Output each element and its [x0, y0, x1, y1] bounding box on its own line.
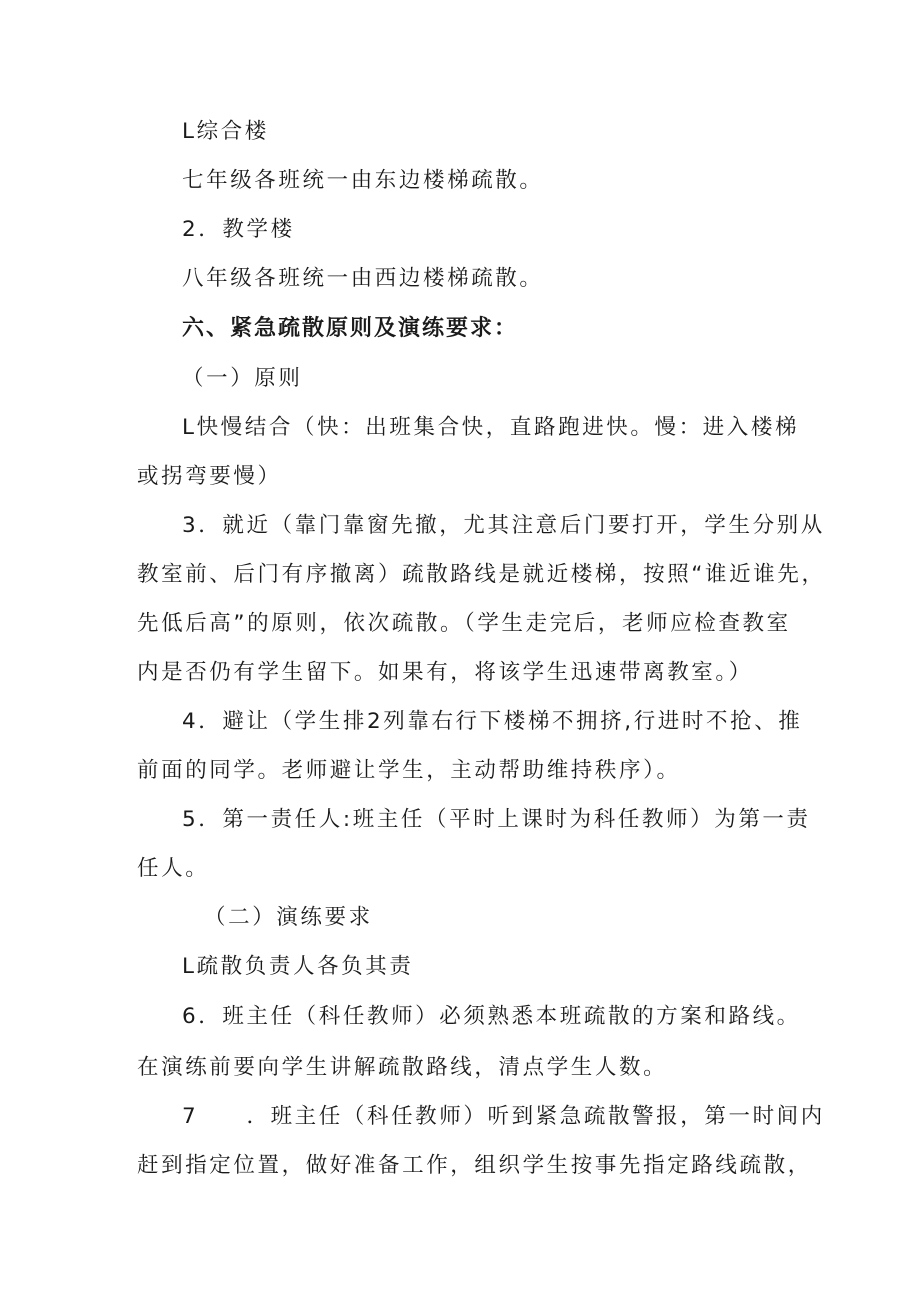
text-line-building-2: 2．教学楼 — [182, 217, 295, 242]
text-line-principle-3b: 教室前、后门有序撤离）疏散路线是就近楼梯，按照“谁近谁先， — [137, 562, 826, 587]
text-line-requirement-6a: 6．班主任（科任教师）必须熟悉本班疏散的方案和路线。 — [182, 1004, 801, 1029]
text-line-principle-1a: L快慢结合（快：出班集合快，直路跑进快。慢：进入楼梯 — [182, 415, 800, 440]
section-heading-six: 六、紧急疏散原则及演练要求： — [182, 316, 519, 341]
text-line-principle-3d: 内是否仍有学生留下。如果有，将该学生迅速带离教室。） — [137, 660, 753, 685]
text-line-requirement-6b: 在演练前要向学生讲解疏散路线，清点学生人数。 — [137, 1055, 668, 1080]
text-line-building-1: L综合楼 — [182, 119, 269, 144]
text-line-principle-5b: 任人。 — [137, 856, 210, 881]
text-line-principle-4a: 4．避让（学生排2列靠右行下楼梯不拥挤,行进时不抢、推 — [182, 709, 803, 734]
text-line-principle-1b: 或拐弯要慢） — [137, 464, 282, 489]
subheading-drill-requirements: （二）演练要求 — [204, 905, 373, 930]
text-line-requirement-7a: 7 ．班主任（科任教师）听到紧急疏散警报，第一时间内 — [182, 1104, 825, 1129]
subheading-principles: （一）原则 — [182, 366, 303, 391]
text-line-requirement-1: L疏散负责人各负其责 — [182, 954, 414, 979]
text-line-principle-5a: 5．第一责任人:班主任（平时上课时为科任教师）为第一责 — [182, 807, 811, 832]
text-line-principle-3c: 先低后高”的原则，依次疏散。（学生走完后，老师应检查教室 — [137, 611, 791, 636]
text-line-principle-4b: 前面的同学。老师避让学生，主动帮助维持秩序）。 — [137, 758, 681, 783]
text-line-requirement-7b: 赶到指定位置，做好准备工作，组织学生按事先指定路线疏散， — [137, 1153, 812, 1178]
text-line-principle-3a: 3．就近（靠门靠窗先撤，尤其注意后门要打开，学生分别从 — [182, 513, 825, 538]
text-line-grade8: 八年级各班统一由西边楼梯疏散。 — [182, 266, 544, 291]
text-line-grade7: 七年级各班统一由东边楼梯疏散。 — [182, 168, 544, 193]
